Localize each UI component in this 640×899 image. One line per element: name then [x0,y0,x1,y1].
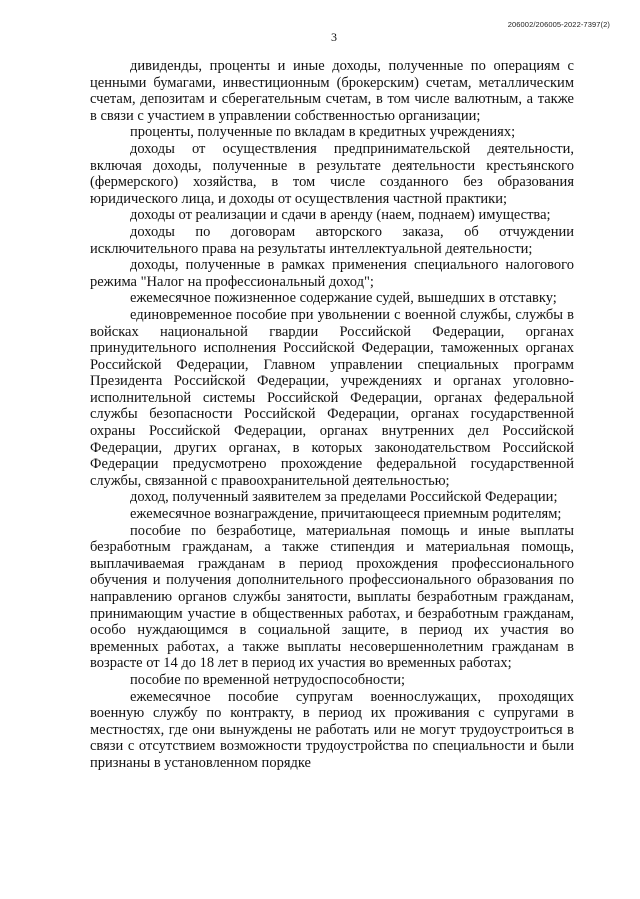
paragraph-foreign-income: доход, полученный заявителем за пределами Российской Федерации; [130,489,558,506]
paragraph-property-income: доходы от реализации и сдачи в аренду (наем, поднаем) имущества; [130,207,551,224]
paragraph-foster-payment: ежемесячное вознаграждение, причитающееся приемным родителям; [130,506,562,523]
paragraph-business-income: доходы от осуществления предпринимательской деятельности, включая доходы, полученные в результате деятельности крестьянского (фермерского) хозяйства, в том числе созданного без образования юридического лица, и доходы от осуществления частной практики; [90,140,574,207]
paragraph-author-contracts: доходы по договорам авторского заказа, об отчуждении исключительного права на результаты интеллектуальной деятельности; [90,223,574,257]
paragraph-military-severance: единовременное пособие при увольнении с военной службы, службы в войсках национальной гвардии Российской Федерации, органах принудительного исполнения Российской Федерации, таможенных органах Российской Федерации, Главном управлении специальных программ Президента Российской Федерации, учреждениях и органах уголовно-исполнительной системы Российской Федерации, органах федеральной службы безопасности Российской Федерации, органах государственной охраны Российской Федерации, органах внутренних дел Российской Федерации, других органах, в которых законодательством Российской Федерации предусмотрено прохождение федеральной государственной службы, связанной с правоохранительной деятельностью; [90,306,574,489]
paragraph-sick-leave: пособие по временной нетрудоспособности; [130,671,406,688]
document-id: 206002/206005-2022-7397(2) [507,20,610,29]
paragraph-bank-interest: проценты, полученные по вкладам в кредитных учреждениях; [130,124,516,141]
document-body [90,58,574,772]
paragraph-judges-pension: ежемесячное пожизненное содержание судей, вышедших в отставку; [130,290,557,307]
paragraph-unemployment: пособие по безработице, материальная помощь и иные выплаты безработным гражданам, а также стипендия и материальная помощь, выплачиваемая гражданам в период прохождения профессионального обучения и получения дополнительного профессионального образования по направлению органов службы занятости, выплаты безработным гражданам, принимающим участие в общественных работах, и безработным гражданам, особо нуждающимся в социальной защите, в период их участия во временных работах, а также выплаты несовершеннолетним гражданам в возрасте от 14 до 18 лет в период их участия во временных работах; [90,522,574,672]
paragraph-dividends: дивиденды, проценты и иные доходы, полученные по операциям с ценными бумагами, инвестиционным (брокерским) счетам, металлическим счетам, депозитам и сберегательным счетам, в том числе валютным, а также в связи с участием в управлении собственностью организации; [90,58,574,124]
paragraph-professional-tax: доходы, полученные в рамках применения специального налогового режима "Налог на профессиональный доход"; [90,257,574,290]
paragraph-military-spouse: ежемесячное пособие супругам военнослужащих, проходящих военную службу по контракту, в период их проживания с супругами в местностях, где они вынуждены не работать или не могут трудоустроиться в связи с отсутствием возможности трудоустройства по специальности и были признаны в установленном порядке [90,688,574,771]
page-number: 3 [331,30,337,44]
